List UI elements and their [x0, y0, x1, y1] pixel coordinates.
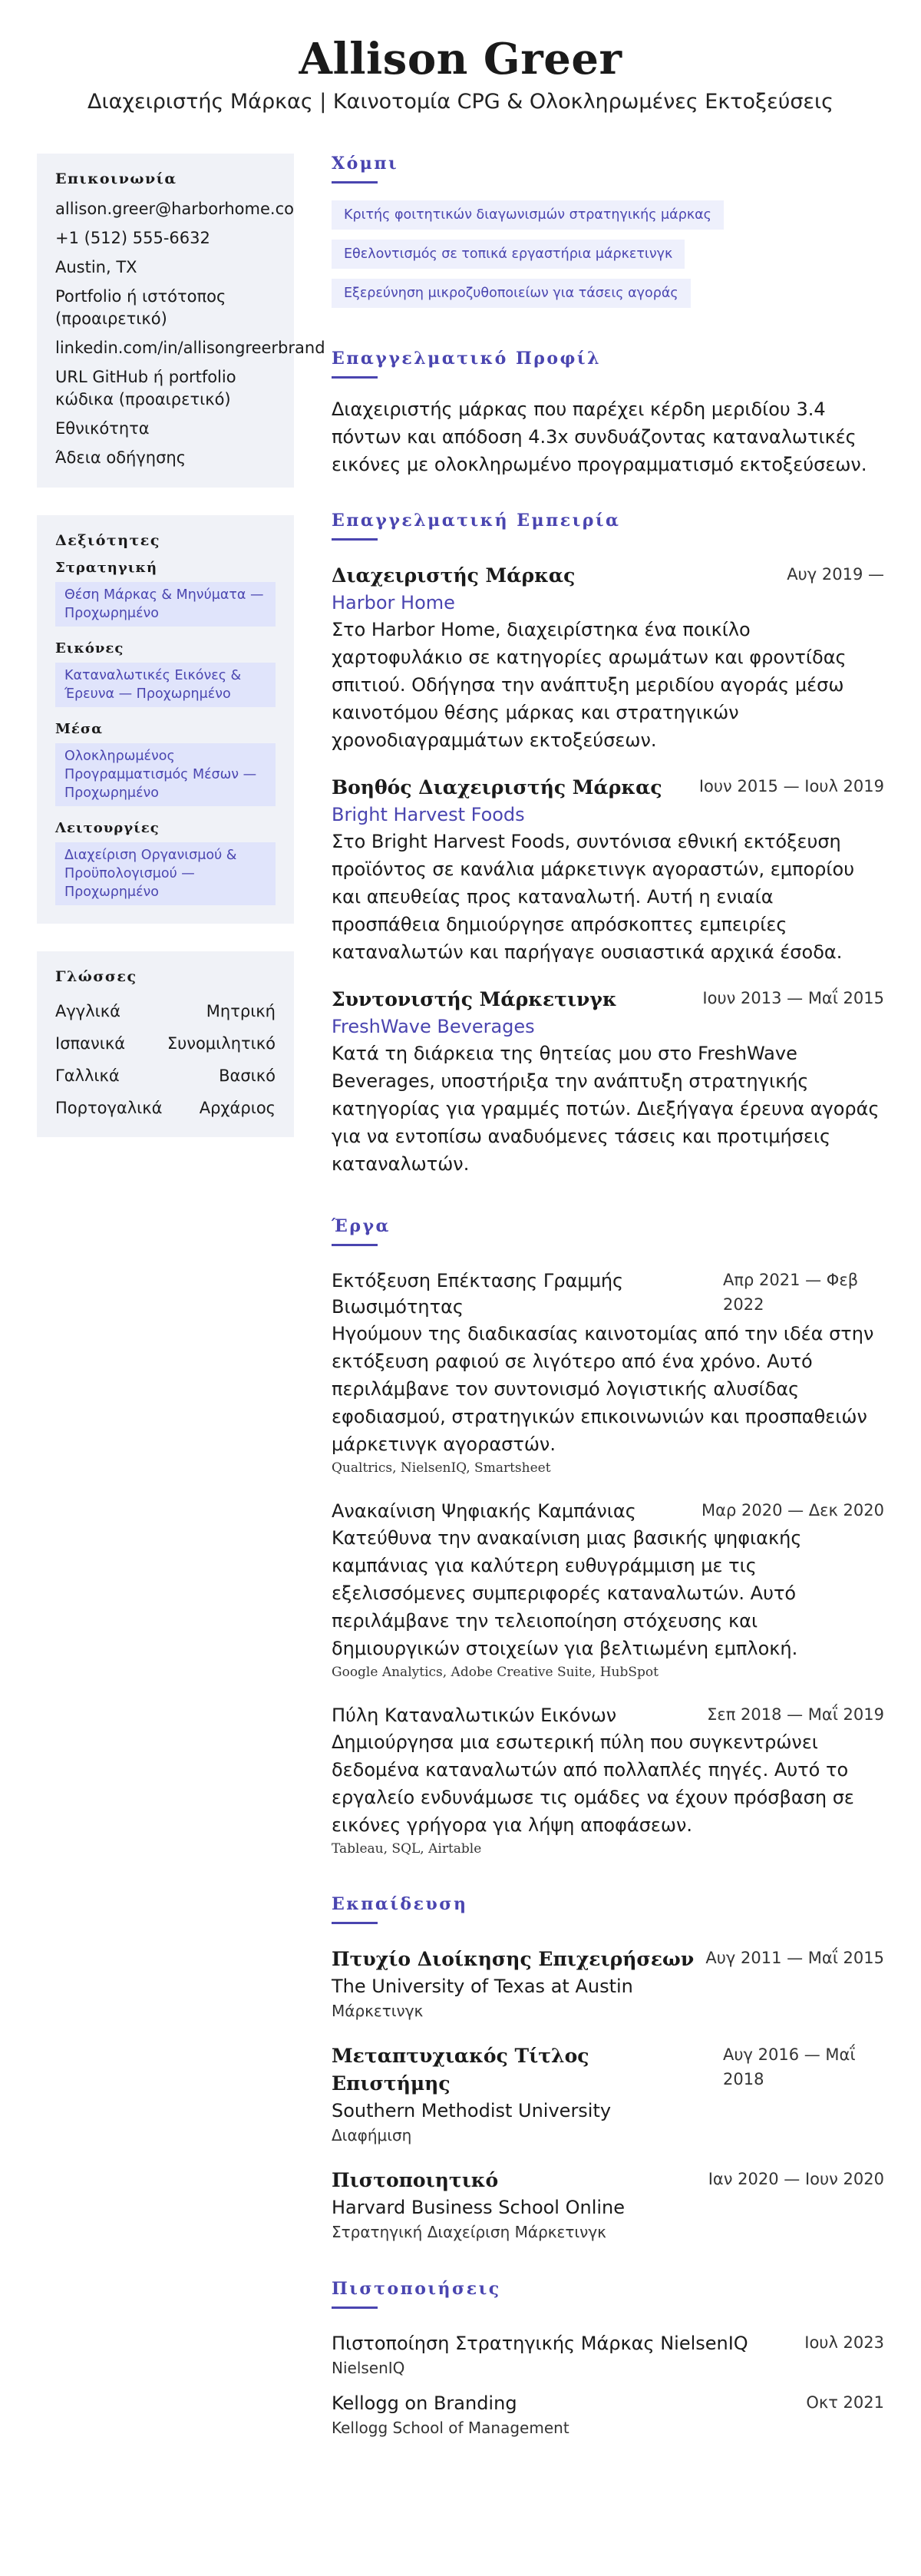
- hobby-tag: Κριτής φοιτητικών διαγωνισμών στρατηγικής μάρκας: [332, 200, 724, 230]
- job-dates: Ιουν 2013 — Μαΐ 2015: [702, 989, 884, 1007]
- skill-tag: Θέση Μάρκας & Μηνύματα — Προχωρημένο: [55, 582, 276, 627]
- education-entry: [332, 2042, 884, 2147]
- certification-name: Πιστοποίηση Στρατηγικής Μάρκας NielsenIQ: [332, 2333, 748, 2354]
- section-title: Εκπαίδευση: [332, 1894, 468, 1914]
- job-title: Βοηθός Διαχειριστής Μάρκας: [332, 776, 662, 799]
- language-row: [55, 1033, 276, 1054]
- education-section: [332, 1894, 884, 2244]
- section-title: Πιστοποιήσεις: [332, 2279, 501, 2299]
- section-title: Επαγγελματική Εμπειρία: [332, 511, 621, 531]
- candidate-subtitle: Διαχειριστής Μάρκας | Καινοτομία CPG & Ολοκληρωμένες Εκτοξεύσεις: [87, 90, 834, 114]
- project-description: Κατεύθυνα την ανακαίνιση μιας βασικής ψηφιακής καμπάνιας για καλύτερη ευθυγράμμιση με τις εξελισσόμενες συμπεριφορές καταναλωτών. Αυτό περιλάμβανε την τελειοποίηση στόχευσης και δημιουργικών στοιχείων για βελτιωμένη εμπλοκή.: [332, 1527, 802, 1659]
- project-tools: Tableau, SQL, Airtable: [332, 1841, 482, 1857]
- sidebar: [37, 154, 325, 1165]
- experience-section: [332, 511, 884, 1178]
- certification-issuer: NielsenIQ: [332, 2359, 405, 2377]
- education-entry: [332, 1946, 884, 2022]
- contact-github: URL GitHub ή portfolio κώδικα (προαιρετικό): [55, 368, 236, 408]
- job-title: Διαχειριστής Μάρκας: [332, 564, 576, 587]
- project-name: Πύλη Καταναλωτικών Εικόνων: [332, 1705, 617, 1726]
- education-entry: [332, 2167, 884, 2244]
- certification-name: Kellogg on Branding: [332, 2392, 517, 2414]
- job-title: Συντονιστής Μάρκετινγκ: [332, 988, 617, 1010]
- company-name: FreshWave Beverages: [332, 1016, 535, 1037]
- certification-entry: [332, 2390, 884, 2439]
- degree-title: Πιστοποιητικό: [332, 2169, 499, 2191]
- contact-card: [37, 154, 325, 488]
- language-name: Πορτογαλικά: [55, 1099, 163, 1117]
- project-entry: [332, 1702, 884, 1859]
- skills-title: Δεξιότητες: [55, 532, 160, 549]
- profile-section: [332, 349, 884, 478]
- profile-summary: Διαχειριστής μάρκας που παρέχει κέρδη μεριδίου 3.4 πόντων και απόδοση 4.3x συνδυάζοντας καταναλωτικές εικόνες με ολοκληρωμένο προγραμματισμό εκτοξεύσεων.: [332, 398, 867, 475]
- job-dates: Ιουν 2015 — Ιουλ 2019: [698, 777, 884, 795]
- language-level: Αρχάριος: [199, 1099, 276, 1117]
- language-name: Ισπανικά: [55, 1034, 126, 1053]
- certification-entry: [332, 2330, 884, 2379]
- resume-header: [0, 0, 921, 115]
- project-dates: Σεπ 2018 — Μαΐ 2019: [707, 1705, 884, 1724]
- section-title: Χόμπι: [332, 154, 399, 174]
- contact-portfolio: Portfolio ή ιστότοπος (προαιρετικό): [55, 287, 226, 328]
- skill-group: [55, 820, 276, 905]
- skill-group: [55, 640, 276, 707]
- skills-card: [37, 515, 294, 924]
- language-name: Αγγλικά: [55, 1002, 120, 1020]
- section-divider: [332, 181, 378, 184]
- language-level: Βασικό: [219, 1066, 276, 1085]
- certification-date: Ιουλ 2023: [804, 2333, 884, 2352]
- company-name: Harbor Home: [332, 592, 455, 613]
- job-dates: Αυγ 2019 —: [787, 565, 884, 584]
- candidate-name: Allison Greer: [299, 34, 622, 84]
- project-name: Εκτόξευση Επέκτασης Γραμμής Βιωσιμότητας: [332, 1270, 624, 1318]
- project-entry: [332, 1498, 884, 1682]
- school-name: Harvard Business School Online: [332, 2197, 626, 2218]
- hobbies-section: [332, 154, 884, 318]
- contact-driving-license: Άδεια οδήγησης: [55, 448, 187, 467]
- contact-phone[interactable]: +1 (512) 555-6632: [55, 229, 210, 247]
- skill-group-title: Μέσα: [55, 721, 103, 737]
- field-of-study: Διαφήμιση: [332, 2126, 412, 2144]
- section-divider: [332, 1244, 378, 1246]
- languages-title: Γλώσσες: [55, 968, 137, 985]
- project-description: Δημιούργησα μια εσωτερική πύλη που συγκεντρώνει δεδομένα καταναλωτών από πολλαπλές πηγές. Αυτό το εργαλείο ενδυνάμωσε τις ομάδες να έχουν πρόσβαση σε εικόνες γρήγορα για λήψη αποφάσεων.: [332, 1731, 854, 1836]
- hobby-tag: Εθελοντισμός σε τοπικά εργαστήρια μάρκετινγκ: [332, 240, 685, 269]
- education-dates: Αυγ 2016 — Μαΐ 2018: [723, 2045, 856, 2088]
- project-tools: Qualtrics, NielsenIQ, Smartsheet: [332, 1460, 551, 1476]
- hobby-tag: Εξερεύνηση μικροζυθοποιείων για τάσεις αγοράς: [332, 279, 691, 308]
- language-row: [55, 1097, 276, 1119]
- section-title: Έργα: [332, 1216, 391, 1236]
- skill-tag: Διαχείριση Οργανισμού & Προϋπολογισμού — Προχωρημένο: [55, 842, 276, 905]
- certification-issuer: Kellogg School of Management: [332, 2419, 569, 2437]
- languages-card: [37, 951, 294, 1137]
- skill-group: [55, 721, 276, 806]
- project-description: Ηγούμουν της διαδικασίας καινοτομίας από την ιδέα στην εκτόξευση ραφιού σε λιγότερο από ένα χρόνο. Αυτό περιλάμβανε τον συντονισμό λογιστικής αλυσίδας εφοδιασμού, στρατηγικών επικοινωνιών και προσπαθειών μάρκετινγκ αγοραστών.: [332, 1323, 874, 1455]
- skill-tag: Καταναλωτικές Εικόνες & Έρευνα — Προχωρημένο: [55, 663, 276, 707]
- project-name: Ανακαίνιση Ψηφιακής Καμπάνιας: [332, 1500, 636, 1522]
- language-level: Συνομιλητικό: [167, 1034, 276, 1053]
- contact-nationality: Εθνικότητα: [55, 419, 150, 438]
- contact-linkedin[interactable]: linkedin.com/in/allisongreerbrand: [55, 339, 325, 357]
- section-divider: [332, 2306, 378, 2309]
- contact-title: Επικοινωνία: [55, 170, 177, 187]
- experience-entry: [332, 986, 884, 1178]
- project-tools: Google Analytics, Adobe Creative Suite, HubSpot: [332, 1665, 659, 1680]
- field-of-study: Στρατηγική Διαχείριση Μάρκετινγκ: [332, 2223, 606, 2241]
- degree-title: Μεταπτυχιακός Τίτλος Επιστήμης: [332, 2045, 589, 2095]
- section-divider: [332, 538, 378, 541]
- language-row: [55, 1000, 276, 1022]
- project-entry: [332, 1268, 884, 1478]
- school-name: Southern Methodist University: [332, 2100, 612, 2121]
- skill-group: [55, 560, 276, 627]
- certifications-section: [332, 2279, 884, 2439]
- job-description: Στο Bright Harvest Foods, συντόνισα εθνική εκτόξευση προϊόντος σε κανάλια μάρκετινγκ αγοραστών, εμπορίου και απευθείας προς καταναλωτή. Αυτή η ενιαία προσπάθεια δημιούργησε απρόσκοπτες εμπειρίες καταναλωτών και παρήγαγε ουσιαστικά αρχικά έσοδα.: [332, 831, 855, 963]
- job-description: Κατά τη διάρκεια της θητείας μου στο FreshWave Beverages, υποστήριξα την ανάπτυξη στρατηγικής κατηγορίας για γραμμές ποτών. Διεξήγαγα έρευνα αγοράς για να εντοπίσω αναδυόμενες τάσεις και προτιμήσεις καταναλωτών.: [332, 1043, 880, 1175]
- language-name: Γαλλικά: [55, 1066, 120, 1085]
- degree-title: Πτυχίο Διοίκησης Επιχειρήσεων: [332, 1948, 695, 1970]
- main-content: [332, 154, 884, 2459]
- skill-group-title: Στρατηγική: [55, 560, 158, 576]
- language-row: [55, 1065, 276, 1086]
- project-dates: Απρ 2021 — Φεβ 2022: [723, 1271, 859, 1314]
- section-divider: [332, 1922, 378, 1924]
- experience-entry: [332, 562, 884, 754]
- school-name: The University of Texas at Austin: [332, 1976, 633, 1997]
- contact-email[interactable]: allison.greer@harborhome.co: [55, 200, 294, 218]
- contact-location: Austin, TX: [55, 258, 137, 276]
- experience-entry: [332, 774, 884, 966]
- education-dates: Αυγ 2011 — Μαΐ 2015: [705, 1949, 884, 1967]
- section-title: Επαγγελματικό Προφίλ: [332, 349, 602, 369]
- certification-date: Οκτ 2021: [806, 2393, 884, 2412]
- field-of-study: Μάρκετινγκ: [332, 2002, 424, 2020]
- skill-group-title: Εικόνες: [55, 640, 124, 656]
- education-dates: Ιαν 2020 — Ιουν 2020: [708, 2170, 884, 2188]
- job-description: Στο Harbor Home, διαχειρίστηκα ένα ποικίλο χαρτοφυλάκιο σε κατηγορίες αρωμάτων και φροντίδας σπιτιού. Οδήγησα την ανάπτυξη μεριδίου αγοράς μέσω καινοτόμου θέσης μάρκας και στρατηγικών χρονοδιαγραμμάτων εκτοξεύσεων.: [332, 619, 847, 751]
- skill-group-title: Λειτουργίες: [55, 820, 160, 836]
- project-dates: Μαρ 2020 — Δεκ 2020: [701, 1501, 884, 1519]
- skill-tag: Ολοκληρωμένος Προγραμματισμός Μέσων — Προχωρημένο: [55, 743, 276, 806]
- language-level: Μητρική: [206, 1002, 276, 1020]
- section-divider: [332, 376, 378, 379]
- company-name: Bright Harvest Foods: [332, 804, 525, 825]
- projects-section: [332, 1216, 884, 1859]
